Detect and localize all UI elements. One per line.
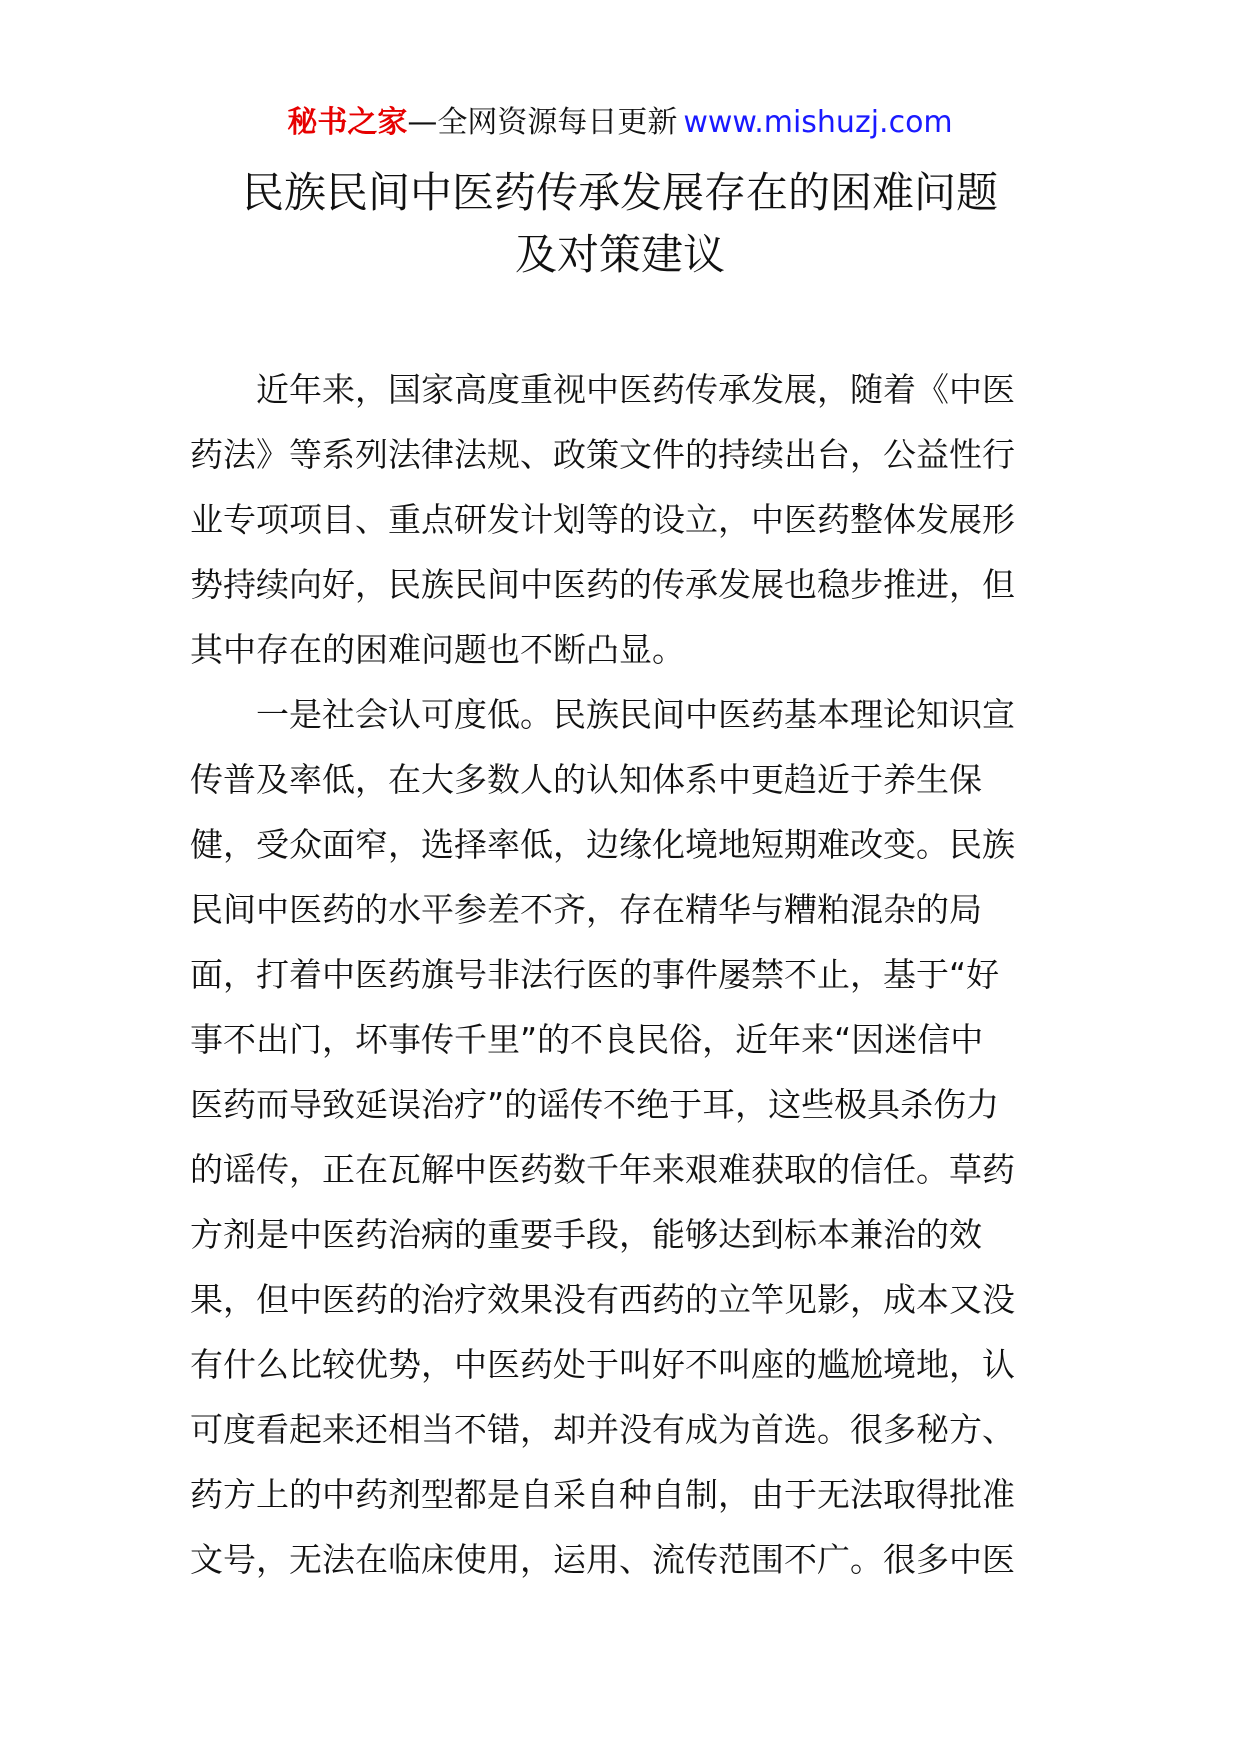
body-line: 一是社会认可度低。民族民间中医药基本理论知识宣 [256, 695, 1015, 734]
body-line: 业专项项目、重点研发计划等的设立，中医药整体发展形 [190, 500, 1015, 539]
site-header [0, 100, 1240, 146]
body-line: 的谣传，正在瓦解中医药数千年来艰难获取的信任。草药 [190, 1150, 1015, 1189]
body-line: 事不出门，坏事传千里”的不良民俗，近年来“因迷信中 [190, 1020, 984, 1059]
body-line: 可度看起来还相当不错，却并没有成为首选。很多秘方、 [190, 1410, 1015, 1449]
body-line: 医药而导致延误治疗”的谣传不绝于耳，这些极具杀伤力 [190, 1085, 1000, 1124]
document-body [190, 357, 1060, 1592]
body-line: 果，但中医药的治疗效果没有西药的立竿见影，成本又没 [190, 1280, 1015, 1319]
body-line: 药法》等系列法律法规、政策文件的持续出台，公益性行 [190, 435, 1015, 474]
body-line: 势持续向好，民族民间中医药的传承发展也稳步推进，但 [190, 565, 1015, 604]
body-line: 近年来，国家高度重视中医药传承发展，随着《中医 [256, 370, 1015, 409]
document-title [150, 162, 1090, 286]
body-line: 药方上的中药剂型都是自采自种自制，由于无法取得批准 [190, 1475, 1015, 1514]
body-line: 其中存在的困难问题也不断凸显。 [190, 630, 685, 669]
title-line-1: 民族民间中医药传承发展存在的困难问题 [241, 168, 998, 217]
title-line-2: 及对策建议 [514, 230, 725, 279]
body-line: 方剂是中医药治病的重要手段，能够达到标本兼治的效 [190, 1215, 982, 1254]
site-brand: 秘书之家 [287, 105, 408, 140]
body-line: 文号，无法在临床使用，运用、流传范围不广。很多中医 [190, 1540, 1015, 1579]
body-line: 健，受众面窄，选择率低，边缘化境地短期难改变。民族 [190, 825, 1015, 864]
body-line: 民间中医药的水平参差不齐，存在精华与糟粕混杂的局 [190, 890, 982, 929]
body-line: 传普及率低，在大多数人的认知体系中更趋近于养生保 [190, 760, 982, 799]
site-url-link[interactable]: www.mishuzj.com [683, 105, 953, 140]
body-line: 有什么比较优势，中医药处于叫好不叫座的尴尬境地，认 [190, 1345, 1015, 1384]
site-tagline: —全网资源每日更新 [407, 105, 678, 140]
body-line: 面，打着中医药旗号非法行医的事件屡禁不止，基于“好 [190, 955, 1000, 994]
